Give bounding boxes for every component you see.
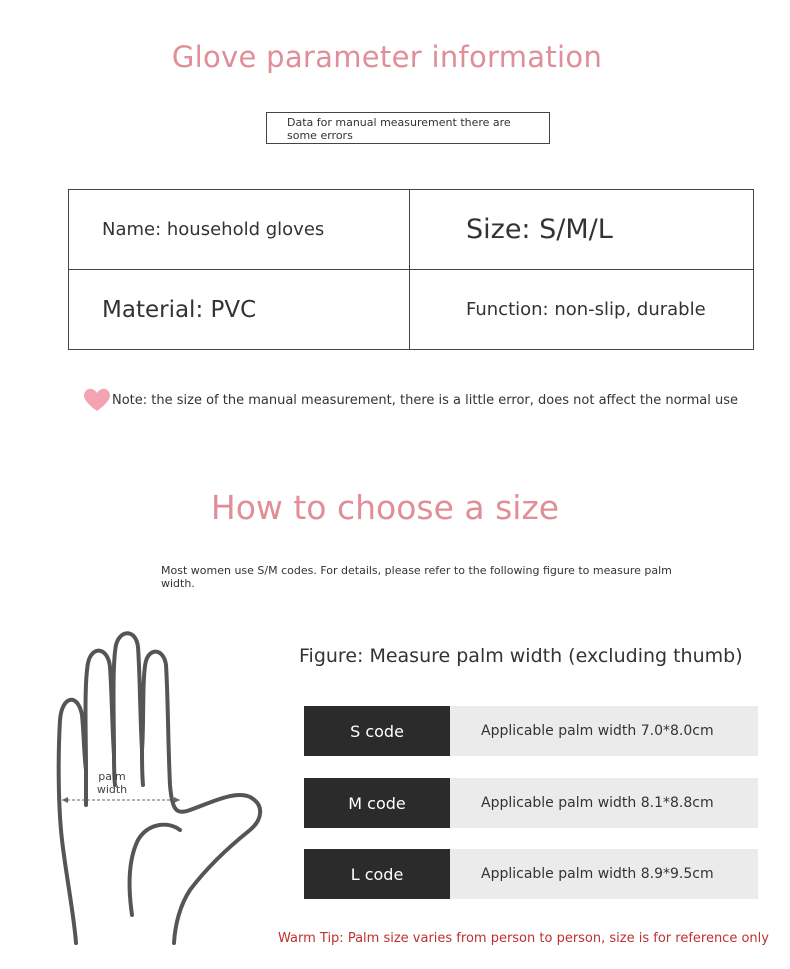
palm-label-line2: width <box>96 783 128 796</box>
param-function: Function: non-slip, durable <box>466 299 706 320</box>
size-code: L code <box>304 849 450 899</box>
note-line <box>82 387 738 413</box>
disclaimer-text: Data for manual measurement there are some errors <box>287 116 511 142</box>
disclaimer-box <box>266 112 550 144</box>
size-desc: Applicable palm width 7.0*8.0cm <box>450 706 758 756</box>
size-row-l <box>304 849 758 899</box>
size-desc: Applicable palm width 8.9*9.5cm <box>450 849 758 899</box>
size-row-s <box>304 706 758 756</box>
size-row-m <box>304 778 758 828</box>
palm-width-label <box>92 770 132 796</box>
page-title: Glove parameter information <box>171 40 603 74</box>
section-title: How to choose a size <box>210 488 560 527</box>
size-code: M code <box>304 778 450 828</box>
parameter-table <box>68 189 754 350</box>
palm-label-line1: palm <box>98 770 126 783</box>
param-size: Size: S/M/L <box>466 214 613 245</box>
hand-illustration <box>40 625 280 949</box>
size-desc: Applicable palm width 8.1*8.8cm <box>450 778 758 828</box>
intro-text: Most women use S/M codes. For details, please refer to the following figure to measure palm width. <box>161 564 672 590</box>
warm-tip: Warm Tip: Palm size varies from person to person, size is for reference only <box>278 931 769 946</box>
hand-outline-icon <box>40 625 280 945</box>
note-text: Note: the size of the manual measurement, there is a little error, does not affect the normal use <box>112 392 739 408</box>
param-name: Name: household gloves <box>102 219 325 240</box>
size-code: S code <box>304 706 450 756</box>
param-material: Material: PVC <box>102 296 257 323</box>
heart-icon <box>82 387 112 413</box>
figure-caption: Figure: Measure palm width (excluding thumb) <box>299 645 743 667</box>
